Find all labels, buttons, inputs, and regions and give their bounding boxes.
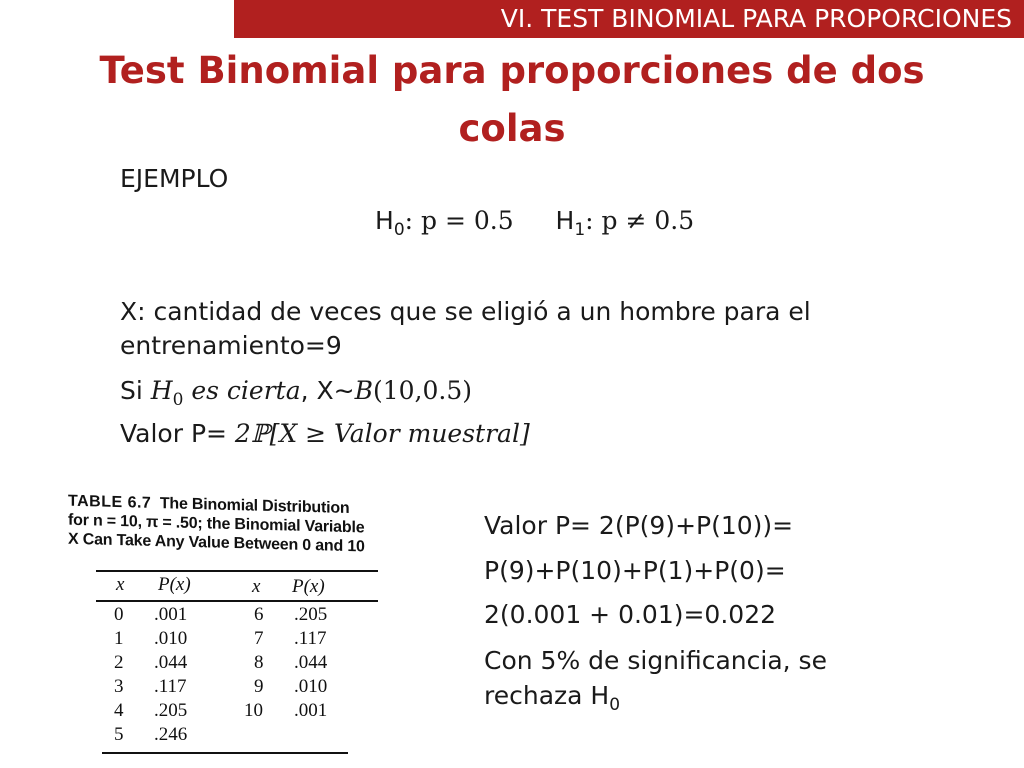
header-px-left: P(x)	[158, 574, 191, 595]
table-cell-px: .117	[154, 676, 187, 697]
slide-title	[60, 42, 964, 158]
si-condition: es cierta	[183, 376, 301, 405]
header-x-right: x	[252, 576, 261, 597]
header-x-left: x	[116, 574, 125, 595]
h0-label: H	[375, 206, 394, 235]
h1-subscript: 1	[574, 220, 586, 240]
table-cell-x: 6	[254, 604, 264, 625]
table-bottom-rule	[102, 752, 348, 754]
si-h: H	[150, 376, 173, 405]
p-value-prefix: Valor P=	[120, 419, 235, 448]
table-cell-x: 1	[114, 628, 124, 649]
table-cell-px: .001	[294, 700, 328, 721]
table-caption	[68, 492, 398, 558]
h1-label: H	[555, 206, 575, 235]
x-definition-line1: X: cantidad de veces que se eligió a un hombre para el	[120, 297, 811, 326]
h1-statement: : p ≠ 0.5	[585, 206, 695, 235]
h0-statement: : p = 0.5	[404, 206, 514, 235]
hypotheses-line	[375, 206, 695, 240]
table-caption-line3: X Can Take Any Value Between 0 and 10	[68, 530, 365, 556]
table-cell-x: 4	[114, 700, 124, 721]
table-cell-px: .010	[154, 628, 188, 649]
table-cell-px: .001	[154, 604, 188, 625]
slide-title-line2: colas	[458, 107, 566, 150]
table-cell-x: 7	[254, 628, 264, 649]
table-cell-px: .205	[154, 700, 188, 721]
table-label: TABLE 6.7	[68, 492, 152, 512]
calc-line5-text: rechaza H	[484, 681, 610, 710]
calc-line5-subscript: 0	[609, 695, 621, 715]
table-cell-x: 3	[114, 676, 124, 697]
p-value-expression: 2ℙ[X ≥ Valor muestral]	[234, 419, 530, 448]
si-prefix: Si	[120, 376, 151, 405]
table-cell-x: 10	[244, 700, 263, 721]
ejemplo-label: EJEMPLO	[120, 164, 229, 193]
table-caption-title: The Binomial Distribution	[159, 495, 350, 518]
table-cell-px: .246	[154, 724, 188, 745]
calc-line5	[484, 681, 621, 715]
si-h-subscript: 0	[172, 390, 184, 410]
table-cell-px: .205	[294, 604, 328, 625]
table-header-rule	[96, 600, 378, 602]
binomial-table-scan	[66, 492, 396, 760]
table-cell-px: .044	[294, 652, 328, 673]
table-cell-x: 2	[114, 652, 124, 673]
table-cell-px: .044	[154, 652, 188, 673]
table-top-rule	[96, 570, 378, 572]
si-rest: , X∼	[300, 376, 355, 405]
table-cell-px: .117	[294, 628, 327, 649]
si-params: (10,0.5)	[372, 376, 472, 405]
x-definition-line2: entrenamiento=9	[120, 331, 342, 360]
table-cell-x: 0	[114, 604, 124, 625]
calc-line4: Con 5% de significancia, se	[484, 646, 827, 675]
header-px-right: P(x)	[292, 576, 325, 597]
h0-subscript: 0	[393, 220, 405, 240]
null-hypothesis-distribution-line	[120, 376, 472, 410]
calc-line1: Valor P= 2(P(9)+P(10))=	[484, 511, 794, 540]
table-cell-x: 8	[254, 652, 264, 673]
calc-line3: 2(0.001 + 0.01)=0.022	[484, 600, 777, 629]
slide-title-line1: Test Binomial para proporciones de dos	[99, 49, 925, 92]
section-header-bar	[234, 0, 1024, 38]
p-value-definition-line	[120, 419, 530, 448]
si-dist: B	[354, 376, 373, 405]
table-cell-px: .010	[294, 676, 328, 697]
table-cell-x: 5	[114, 724, 124, 745]
section-header-text: VI. TEST BINOMIAL PARA PROPORCIONES	[500, 4, 1012, 33]
table-cell-x: 9	[254, 676, 264, 697]
calc-line2: P(9)+P(10)+P(1)+P(0)=	[484, 556, 786, 585]
table-caption-line2: for n = 10, π = .50; the Binomial Variable	[68, 511, 365, 537]
